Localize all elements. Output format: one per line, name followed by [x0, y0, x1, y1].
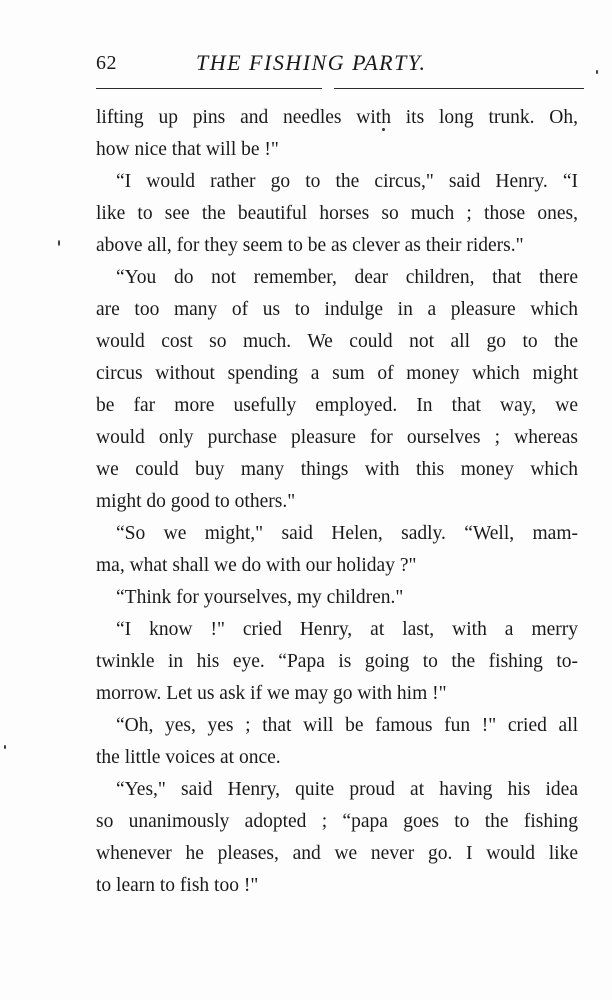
text-line: circus without spending a sum of money which might: [96, 363, 578, 384]
text-line: so unanimously adopted ; “papa goes to the fishing: [96, 811, 578, 832]
text-line: “So we might," said Helen, sadly. “Well, mam-: [116, 523, 578, 544]
text-line: we could buy many things with this money which: [96, 459, 578, 480]
text-line: “You do not remember, dear children, that there: [116, 267, 578, 288]
text-line: would cost so much. We could not all go to the: [96, 331, 578, 352]
text-line: how nice that will be !": [96, 139, 279, 160]
text-line: morrow. Let us ask if we may go with him !": [96, 683, 447, 704]
text-line: “Think for yourselves, my children.": [116, 587, 404, 608]
text-line: whenever he pleases, and we never go. I would like: [96, 843, 578, 864]
text-line: “Oh, yes, yes ; that will be famous fun !" cried all: [116, 715, 578, 736]
running-title: THE FISHING PARTY.: [196, 50, 427, 75]
text-line: would only purchase pleasure for ourselves ; whereas: [96, 427, 578, 448]
header-rule-right: [334, 88, 584, 89]
body-text: [96, 102, 578, 902]
text-line: “I know !" cried Henry, at last, with a merry: [116, 619, 578, 640]
page-number: 62: [96, 52, 117, 74]
text-line: lifting up pins and needles with its long trunk. Oh,: [96, 107, 578, 128]
ink-speck: [58, 240, 60, 246]
ink-speck: [4, 745, 6, 749]
text-line: to learn to fish too !": [96, 875, 259, 896]
page-header: [96, 48, 580, 88]
header-rule-left: [96, 88, 322, 89]
text-line: “Yes," said Henry, quite proud at having his idea: [116, 779, 578, 800]
text-line: are too many of us to indulge in a pleasure which: [96, 299, 578, 320]
text-line: twinkle in his eye. “Papa is going to the fishing to-: [96, 651, 578, 672]
text-line: the little voices at once.: [96, 747, 281, 768]
text-line: might do good to others.": [96, 491, 296, 512]
ink-speck: [596, 70, 598, 74]
ink-speck: [382, 128, 385, 131]
text-line: “I would rather go to the circus," said Henry. “I: [116, 171, 578, 192]
text-line: be far more usefully employed. In that way, we: [96, 395, 578, 416]
text-line: ma, what shall we do with our holiday ?": [96, 555, 417, 576]
text-line: above all, for they seem to be as clever as their riders.": [96, 235, 524, 256]
text-line: like to see the beautiful horses so much ; those ones,: [96, 203, 578, 224]
